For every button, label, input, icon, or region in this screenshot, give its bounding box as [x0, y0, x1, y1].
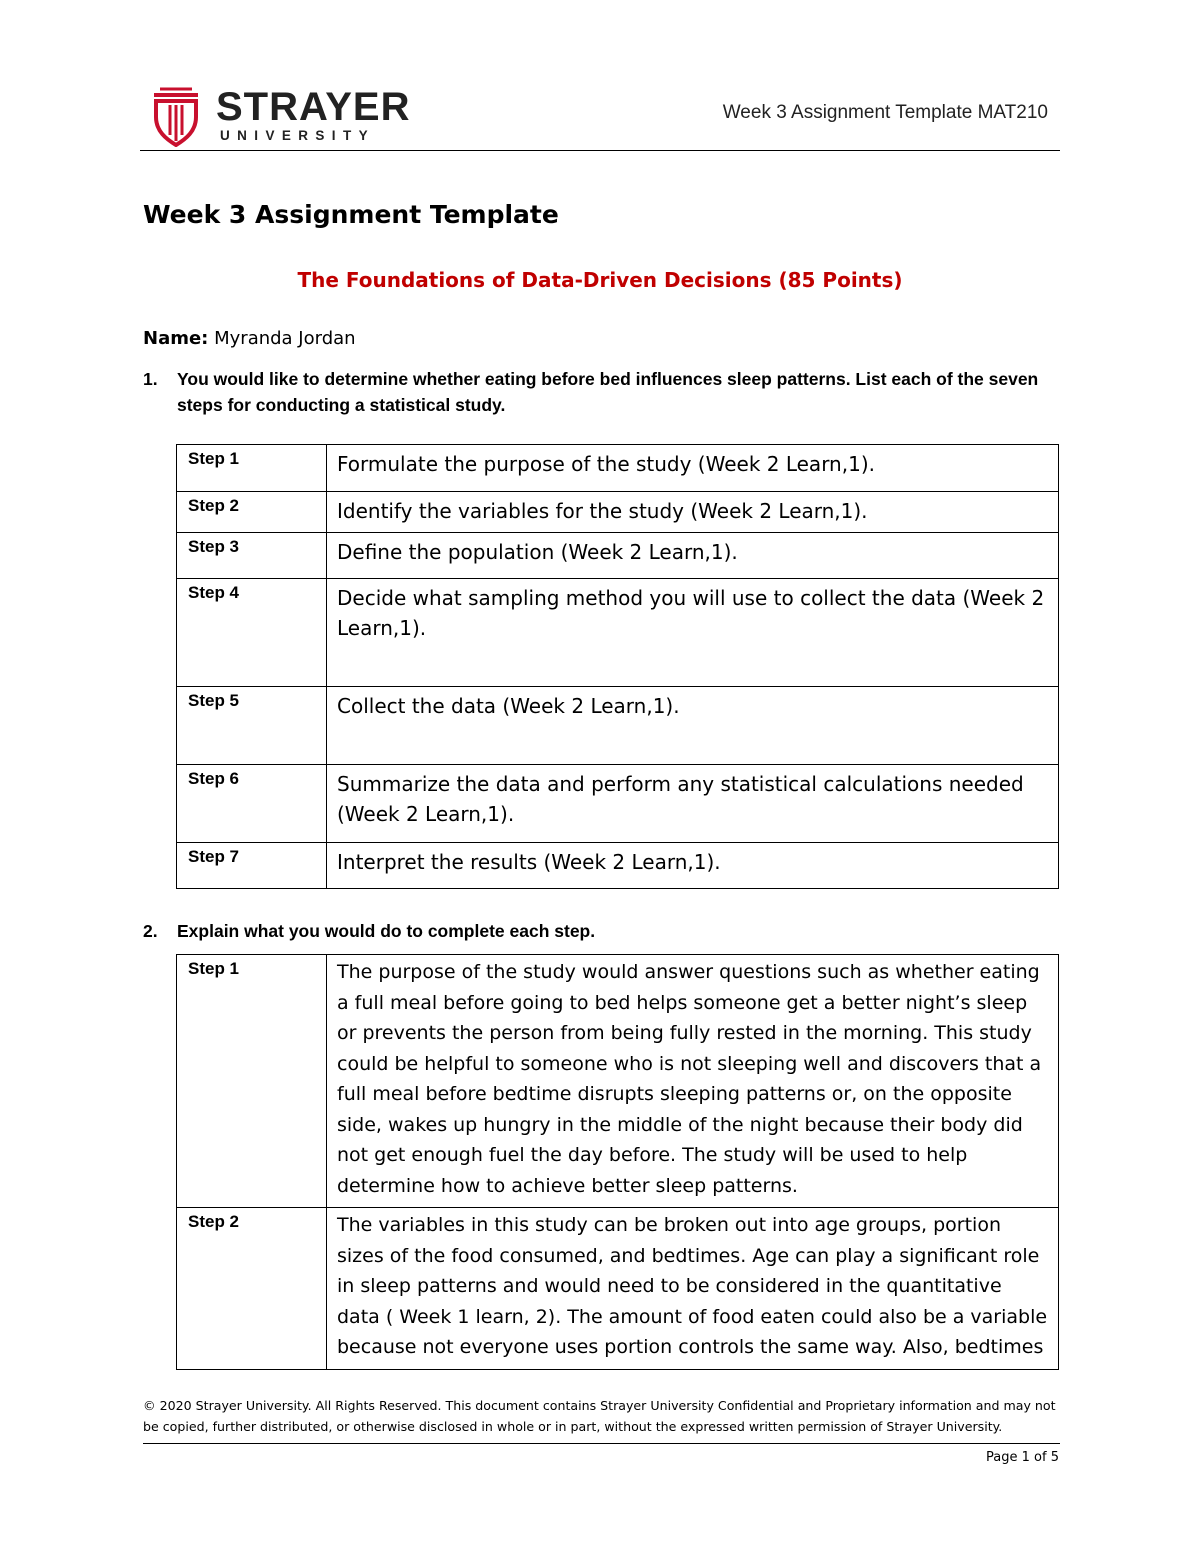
- table-row: [177, 687, 1059, 765]
- step-text: The purpose of the study would answer questions such as whether eating a full meal before going to bed helps someone get a better night’s sleep or prevents the person from being fully rested in the morning. This study could be helpful to someone who is not sleeping well and discovers that a full meal before bedtime disrupts sleeping patterns or, on the opposite side, wakes up hungry in the middle of the night because their body did not get enough fuel the day before. The study will be used to help determine how to achieve better sleep patterns.: [327, 955, 1059, 1208]
- step-label: Step 7: [177, 843, 327, 889]
- step-text: Summarize the data and perform any statistical calculations needed (Week 2 Learn,1).: [327, 765, 1059, 843]
- logo-wordmark: STRAYER: [216, 85, 411, 129]
- document-title: Week 3 Assignment Template: [143, 200, 559, 229]
- step-label: Step 2: [177, 1208, 327, 1370]
- step-text: Identify the variables for the study (Week 2 Learn,1).: [327, 492, 1059, 533]
- step-label: Step 4: [177, 579, 327, 687]
- table-row: [177, 445, 1059, 492]
- step-label: Step 5: [177, 687, 327, 765]
- copyright-footer: © 2020 Strayer University. All Rights Reserved. This document contains Strayer University Confidential and Proprietary information and may not be copied, further distributed, or otherwise disclosed in whole or in part, without the expressed written permission of Strayer University.: [143, 1395, 1060, 1444]
- step-label: Step 1: [177, 445, 327, 492]
- header-doc-label: Week 3 Assignment Template MAT210: [722, 102, 1048, 123]
- steps-list-table: [176, 444, 1059, 889]
- step-text: Collect the data (Week 2 Learn,1).: [327, 687, 1059, 765]
- steps-explanation-table: [176, 954, 1059, 1370]
- step-text: Decide what sampling method you will use to collect the data (Week 2 Learn,1).: [327, 579, 1059, 687]
- table-row: [177, 765, 1059, 843]
- question-text: You would like to determine whether eating before bed influences sleep patterns. List each of the seven steps for conducting a statistical study.: [177, 369, 1039, 415]
- question-number: 2.: [143, 921, 158, 941]
- table-row: [177, 492, 1059, 533]
- shield-icon: [150, 87, 202, 147]
- table-row: [177, 1208, 1059, 1370]
- question-number: 1.: [143, 369, 158, 389]
- page-number: Page 1 of 5: [986, 1450, 1059, 1465]
- step-label: Step 6: [177, 765, 327, 843]
- page-header: [140, 82, 1060, 151]
- step-label: Step 2: [177, 492, 327, 533]
- student-name-line: [143, 328, 356, 349]
- question-2: [143, 918, 1063, 944]
- table-row: [177, 533, 1059, 579]
- step-text: The variables in this study can be broken out into age groups, portion sizes of the food consumed, and bedtimes. Age can play a significant role in sleep patterns and would need to be considered in the quantitative data ( Week 1 learn, 2). The amount of food eaten could also be a variable because not everyone uses portion controls the same way. Also, bedtimes: [327, 1208, 1059, 1370]
- logo-subtitle: UNIVERSITY: [220, 128, 376, 143]
- document-subtitle: The Foundations of Data-Driven Decisions (85 Points): [297, 268, 903, 292]
- question-1: [143, 366, 1063, 418]
- question-text: Explain what you would do to complete each step.: [177, 921, 596, 941]
- table-row: [177, 955, 1059, 1208]
- step-text: Define the population (Week 2 Learn,1).: [327, 533, 1059, 579]
- name-value: Myranda Jordan: [214, 328, 356, 349]
- step-label: Step 1: [177, 955, 327, 1208]
- table-row: [177, 843, 1059, 889]
- strayer-logo: [150, 87, 410, 147]
- step-text: Formulate the purpose of the study (Week 2 Learn,1).: [327, 445, 1059, 492]
- name-label: Name:: [143, 328, 209, 349]
- table-row: [177, 579, 1059, 687]
- step-label: Step 3: [177, 533, 327, 579]
- step-text: Interpret the results (Week 2 Learn,1).: [327, 843, 1059, 889]
